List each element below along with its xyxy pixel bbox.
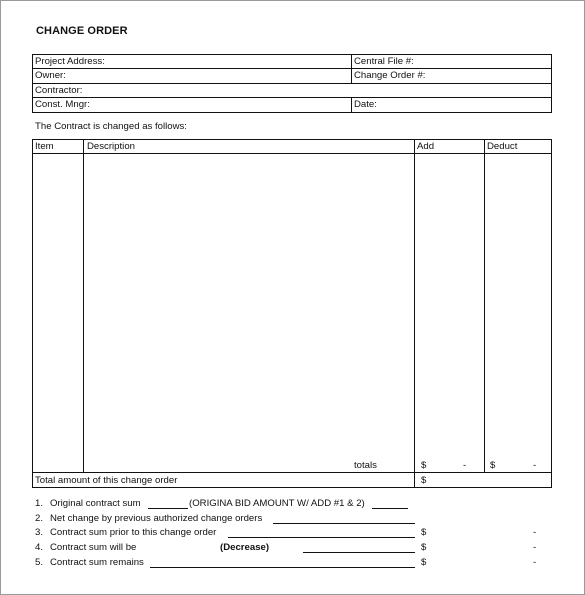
summary-label: Contract sum will be — [50, 542, 137, 553]
total-amount-label: Total amount of this change order — [35, 475, 178, 486]
date-label: Date: — [354, 99, 377, 110]
info-divider-3 — [32, 97, 552, 98]
summary-number: 4. — [35, 542, 44, 553]
info-divider-2 — [32, 83, 552, 84]
summary-number: 3. — [35, 527, 44, 538]
table-totals-divider — [32, 472, 552, 473]
table-divider-description — [414, 139, 415, 488]
central-file-label: Central File #: — [354, 56, 414, 67]
summary-label: Contract sum prior to this change order — [50, 527, 217, 538]
totals-label: totals — [354, 460, 377, 471]
summary-label: Contract sum remains — [50, 557, 144, 568]
info-border-bottom — [32, 112, 552, 113]
summary-dash: - — [533, 527, 537, 538]
header-item: Item — [35, 141, 54, 152]
total-amount-dollar: $ — [421, 475, 427, 486]
info-column-divider-top — [351, 54, 352, 84]
summary-label: Original contract sum — [50, 498, 141, 509]
table-divider-item — [83, 139, 84, 473]
deduct-total-dollar: $ — [490, 460, 496, 471]
table-border-right — [551, 139, 552, 488]
change-order-number-label: Change Order #: — [354, 70, 426, 81]
summary-number: 2. — [35, 513, 44, 524]
summary-dash: - — [533, 542, 537, 553]
contractor-label: Contractor: — [35, 85, 83, 96]
summary-number: 5. — [35, 557, 44, 568]
summary-dash: - — [533, 557, 537, 568]
page-title: CHANGE ORDER — [36, 25, 128, 37]
header-description: Description — [87, 141, 135, 152]
table-border-bottom — [32, 487, 552, 488]
project-address-label: Project Address: — [35, 56, 105, 67]
info-divider-1 — [32, 68, 552, 69]
summary-note-decrease: (Decrease) — [220, 542, 270, 553]
header-deduct: Deduct — [487, 141, 518, 152]
info-border-top — [32, 54, 552, 55]
summary-number: 1. — [35, 498, 44, 509]
summary-blank-line — [273, 523, 415, 524]
table-border-left — [32, 139, 33, 488]
add-total-dollar: $ — [421, 460, 427, 471]
const-mngr-label: Const. Mngr: — [35, 99, 90, 110]
contract-changed-text: The Contract is changed as follows: — [35, 121, 187, 132]
header-add: Add — [417, 141, 435, 152]
summary-blank-line — [148, 508, 188, 509]
summary-dollar: $ — [421, 557, 427, 568]
summary-blank-line — [372, 508, 408, 509]
table-header-divider — [32, 153, 552, 154]
summary-blank-line — [303, 552, 415, 553]
info-border-left — [32, 54, 33, 113]
summary-dollar: $ — [421, 527, 427, 538]
summary-blank-line — [150, 567, 415, 568]
summary-label: Net change by previous authorized change orders — [50, 513, 263, 524]
info-border-right — [551, 54, 552, 113]
table-border-top — [32, 139, 552, 140]
deduct-total-dash: - — [533, 460, 537, 471]
info-column-divider-bottom — [351, 97, 352, 113]
summary-dollar: $ — [421, 542, 427, 553]
summary-note: (ORIGINA BID AMOUNT W/ ADD #1 & 2) — [189, 498, 365, 509]
add-total-dash: - — [463, 460, 467, 471]
summary-blank-line — [228, 537, 415, 538]
owner-label: Owner: — [35, 70, 66, 81]
table-divider-add — [484, 139, 485, 473]
